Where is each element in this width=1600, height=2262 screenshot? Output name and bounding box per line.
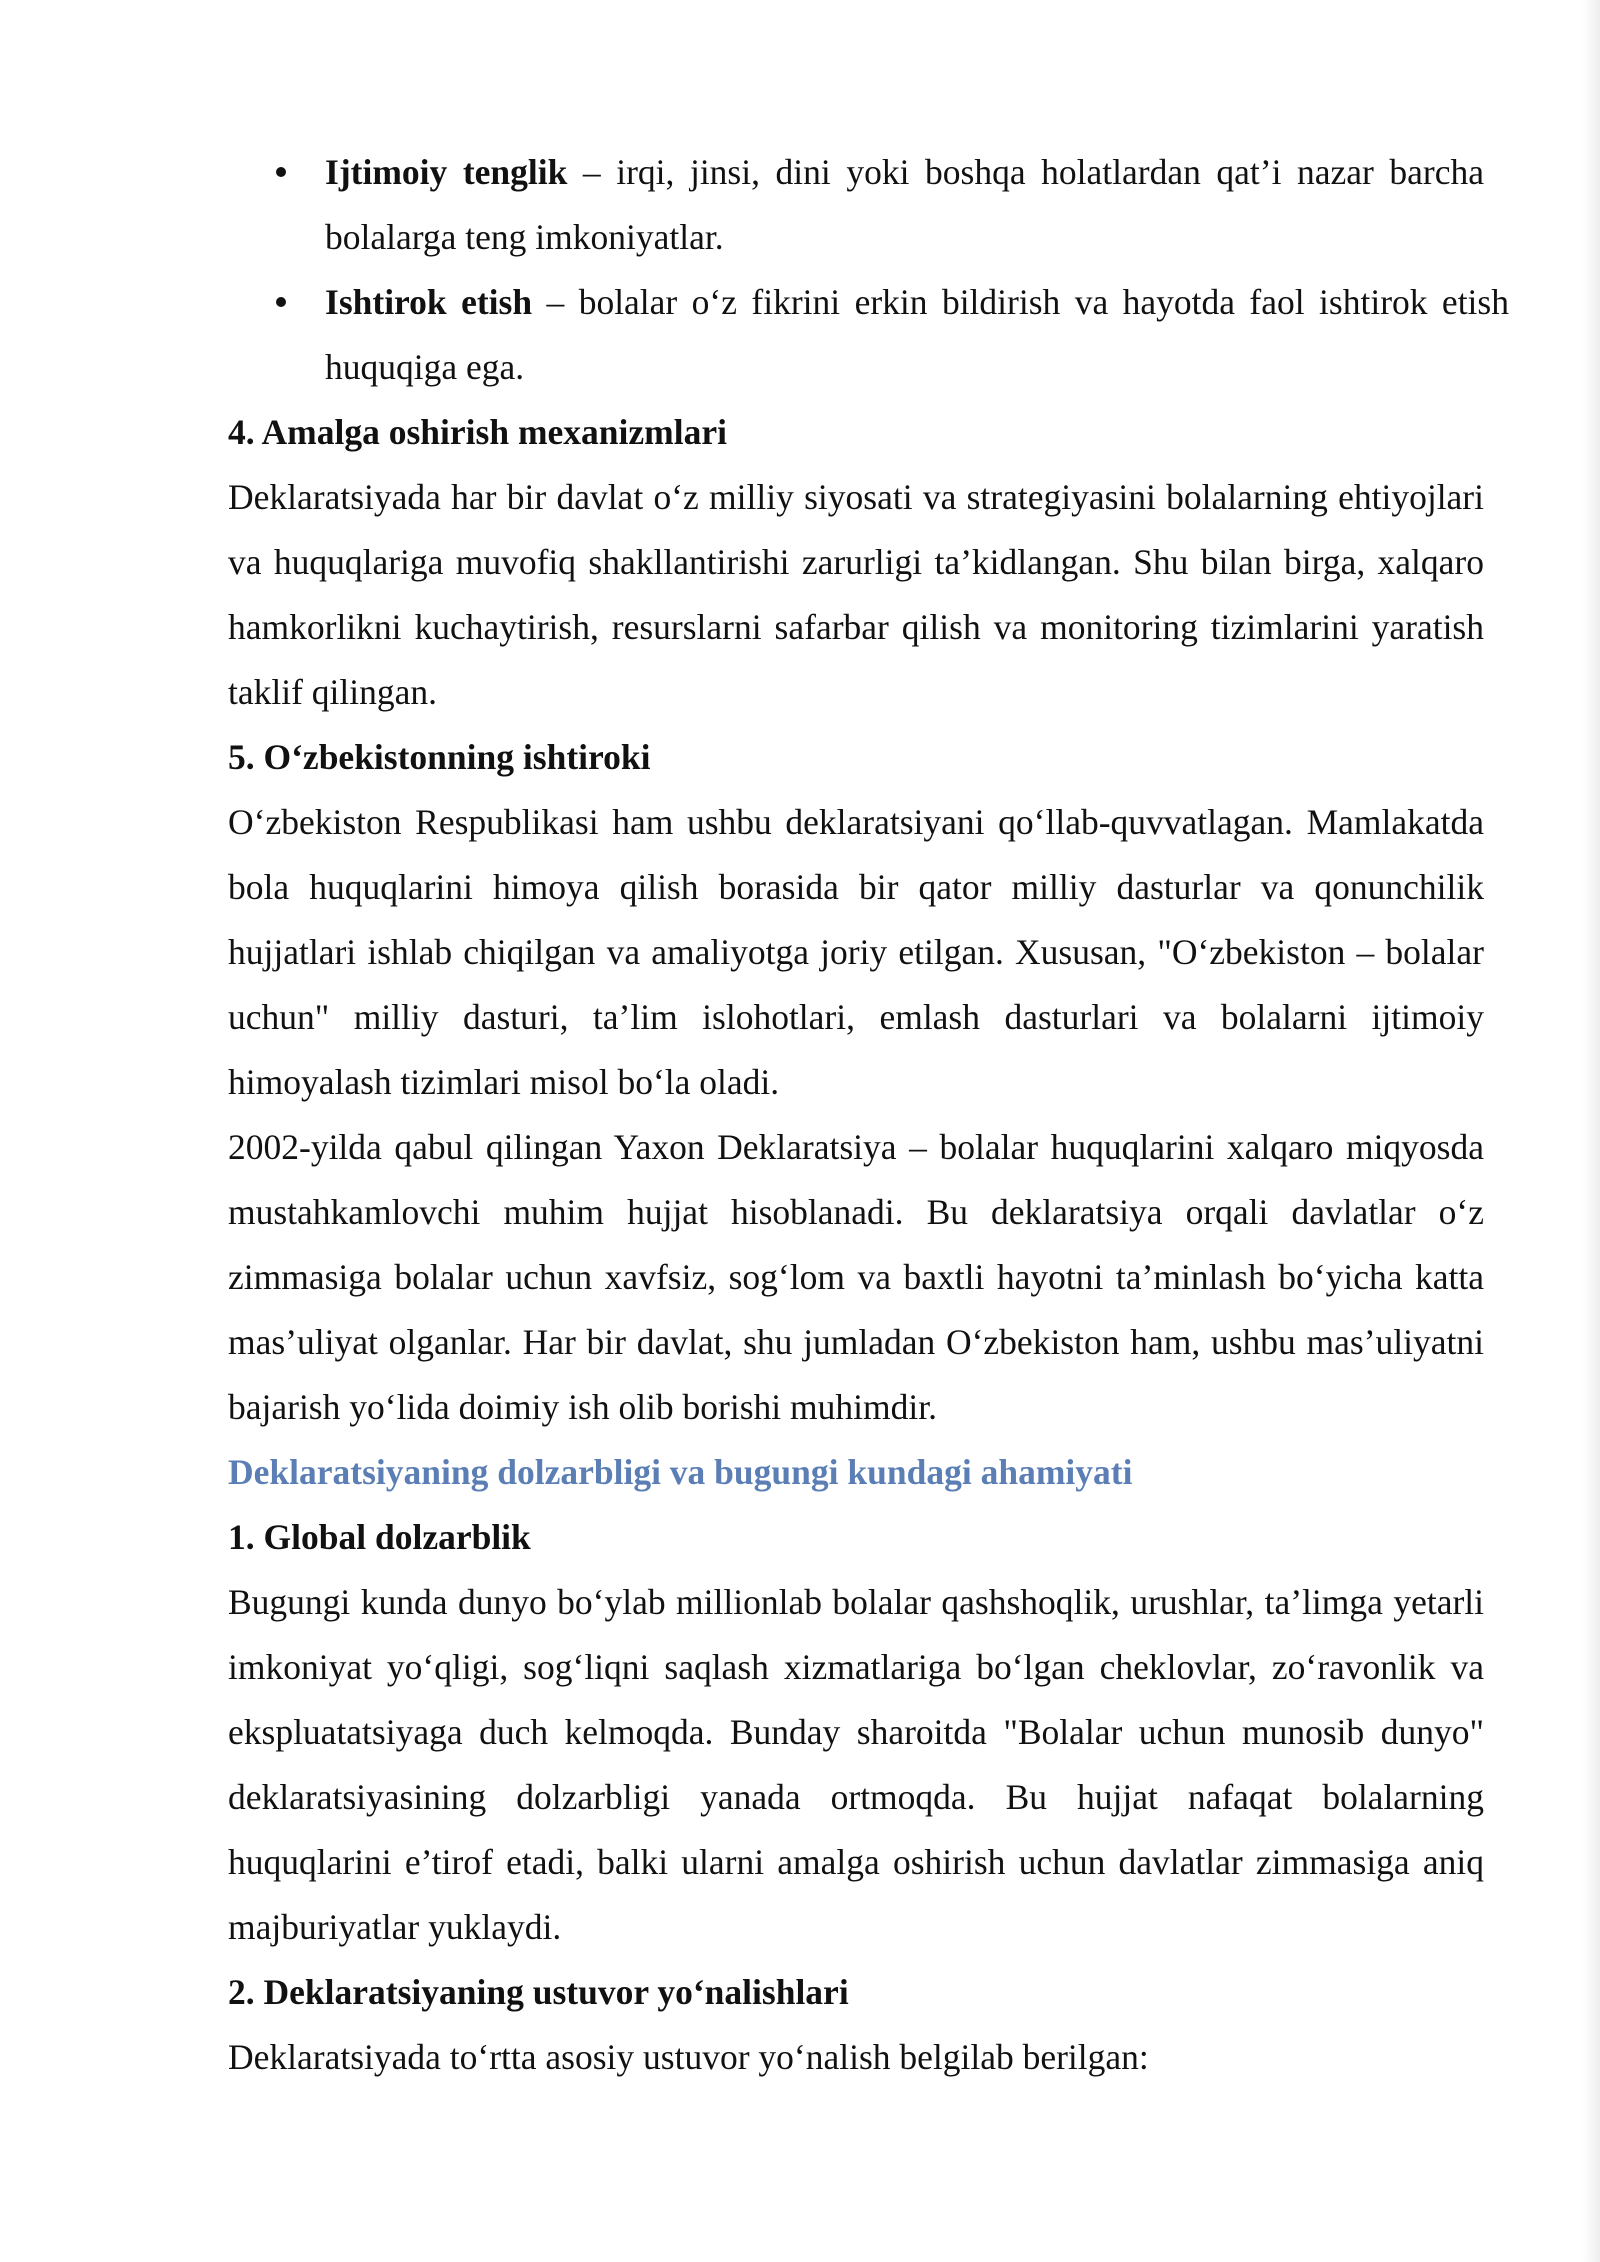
section-heading: 2. Deklaratsiyaning ustuvor yo‘nalishlari: [228, 1972, 849, 2012]
section-heading: 4. Amalga oshirish mexanizmlari: [228, 412, 727, 452]
bullet-term: Ijtimoiy tenglik: [325, 152, 568, 192]
paragraph: 2002-yilda qabul qilingan Yaxon Deklaratsiya – bolalar huquqlarini xalqaro miqyosda mustahkamlovchi muhim hujjat hisoblanadi. Bu deklaratsiya orqali davlatlar o‘z zimmasiga bolalar uchun xavfsiz, sog‘lom va baxtli hayotni ta’minlash bo‘yicha katta mas’uliyat olganlar. Har bir davlat, shu jumladan O‘zbekiston ham, ushbu mas’uliyatni bajarish yo‘lida doimiy ish olib borishi muhimdir.: [228, 1127, 1484, 1427]
document-page: [228, 140, 1509, 2090]
paragraph: Deklaratsiyada har bir davlat o‘z milliy siyosati va strategiyasini bolalarning ehtiyojlari va huquqlariga muvofiq shakllantirishi zarurligi ta’kidlangan. Shu bilan birga, xalqaro hamkorlikni kuchaytirish, resurslarni safarbar qilish va monitoring tizimlarini yaratish taklif qilingan.: [228, 477, 1484, 712]
bullet-icon: [276, 297, 286, 307]
paragraph: Deklaratsiyada to‘rtta asosiy ustuvor yo‘nalish belgilab berilgan:: [228, 2037, 1149, 2077]
principles-list: [228, 140, 1509, 400]
main-heading: Deklaratsiyaning dolzarbligi va bugungi kundagi ahamiyati: [228, 1452, 1133, 1492]
bullet-text: – irqi, jinsi, dini yoki boshqa holatlardan qat’i nazar barcha bolalarga teng imkoniyatlar.: [325, 152, 1484, 257]
paragraph: Bugungi kunda dunyo bo‘ylab millionlab bolalar qashshoqlik, urushlar, ta’limga yetarli imkoniyat yo‘qligi, sog‘liqni saqlash xizmatlariga bo‘lgan cheklovlar, zo‘ravonlik va ekspluatatsiyaga duch kelmoqda. Bunday sharoitda "Bolalar uchun munosib dunyo" deklaratsiyasining dolzarbligi yanada ortmoqda. Bu hujjat nafaqat bolalarning huquqlarini e’tirof etadi, balki ularni amalga oshirish uchun davlatlar zimmasiga aniq majburiyatlar yuklaydi.: [228, 1582, 1484, 1947]
list-item: [228, 270, 1509, 400]
bullet-icon: [276, 167, 286, 177]
list-item: [228, 140, 1484, 270]
paragraph: O‘zbekiston Respublikasi ham ushbu deklaratsiyani qo‘llab-quvvatlagan. Mamlakatda bola huquqlarini himoya qilish borasida bir qator milliy dasturlar va qonunchilik hujjatlari ishlab chiqilgan va amaliyotga joriy etilgan. Xususan, "O‘zbekiston – bolalar uchun" milliy dasturi, ta’lim islohotlari, emlash dasturlari va bolalarni ijtimoiy himoyalash tizimlari misol bo‘la oladi.: [228, 802, 1484, 1102]
section-heading: 1. Global dolzarblik: [228, 1517, 531, 1557]
page-edge-shadow: [1582, 0, 1600, 2262]
bullet-text: – bolalar o‘z fikrini erkin bildirish va hayotda faol ishtirok etish huquqiga ega.: [325, 282, 1509, 387]
section-heading: 5. O‘zbekistonning ishtiroki: [228, 737, 651, 777]
bullet-term: Ishtirok etish: [325, 282, 533, 322]
